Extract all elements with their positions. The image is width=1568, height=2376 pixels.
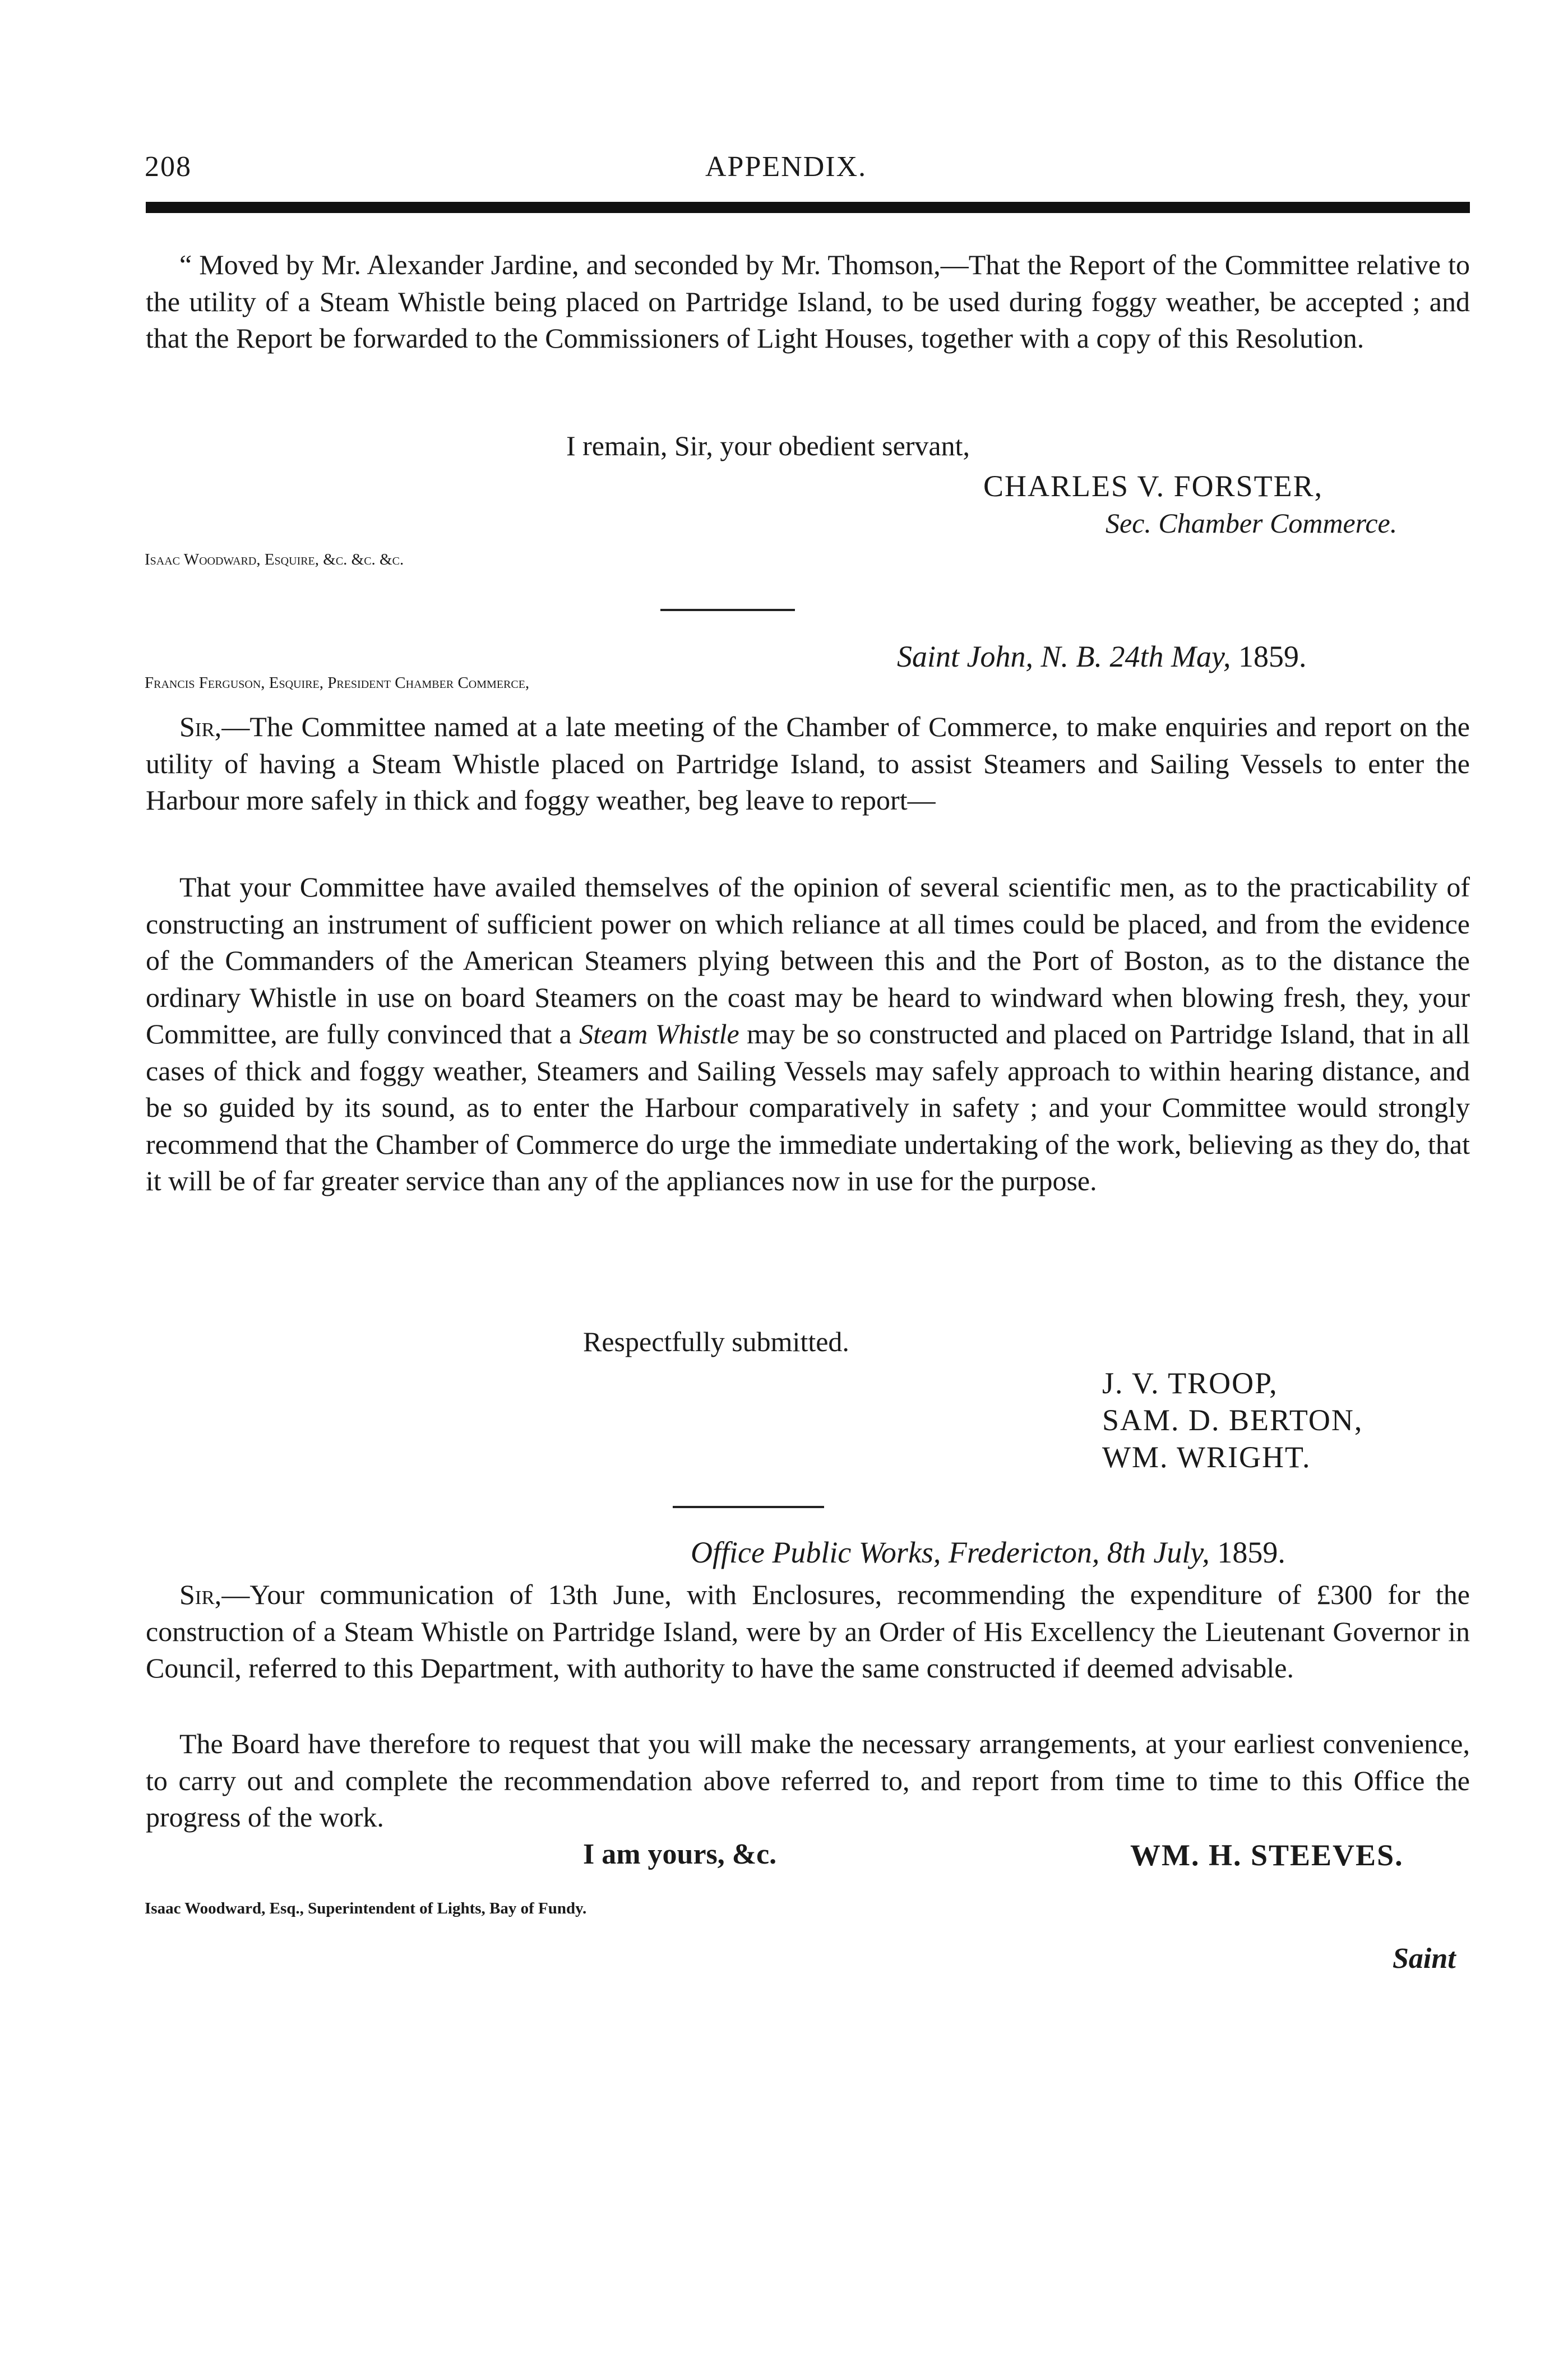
findings-paragraph <box>146 869 1470 1200</box>
committee-paragraph <box>146 709 1470 819</box>
dateline <box>691 1535 1285 1570</box>
paragraph-text: That your Committee have availed themselves of the opinion of several scientific men, as to the practicability of constructing an instrument of sufficient power on which reliance at all times could be placed, and from the evidence of the Commanders of the American Steamers plying between this and the Port of Boston, as to the distance the ordinary Whistle in use on board Steamers on the coast may be heard to windward when blowing fresh, they, your Committee, are fully convinced that a <box>146 871 1470 1050</box>
signer-name: SAM. D. BERTON, <box>1102 1403 1363 1437</box>
addressee-line: Francis Ferguson, Esquire, President Chamber Commerce, <box>145 674 530 692</box>
paragraph-text: —Your communication of 13th June, with Enclosures, recommending the expenditure of £300 for the construction of a Steam Whistle on Partridge Island, were by an Order of His Excellency the Lieutenant Governor in Council, referred to this Department, with authority to have the same constructed if deemed advisable. <box>146 1579 1470 1684</box>
addressee-line: Isaac Woodward, Esq., Superintendent of Lights, Bay of Fundy. <box>145 1899 587 1917</box>
salutation: Sir, <box>179 711 222 742</box>
catchword: Saint <box>1393 1943 1456 1975</box>
salutation: Sir, <box>179 1579 222 1610</box>
section-divider <box>660 609 795 611</box>
dateline <box>897 639 1306 674</box>
dateline-year: 1859. <box>1238 640 1307 673</box>
signer-name: WM. WRIGHT. <box>1102 1440 1311 1474</box>
addressee-line: Isaac Woodward, Esquire, &c. &c. &c. <box>145 551 404 568</box>
motion-text: “ Moved by Mr. Alexander Jardine, and seconded by Mr. Thomson,—That the Report of the Committee relative to the utility of a Steam Whistle being placed on Partridge Island, to be used during foggy weather, be accepted ; and that the Report be forwarded to the Commissioners of Light Houses, together with a copy of this Resolution. <box>146 249 1470 354</box>
signer-title: Sec. Chamber Commerce. <box>1106 507 1398 539</box>
closing-line: I remain, Sir, your obedient servant, <box>566 430 970 461</box>
signer-name: J. V. TROOP, <box>1102 1366 1278 1400</box>
closing-line: Respectfully submitted. <box>583 1326 849 1357</box>
page-number: 208 <box>145 151 192 183</box>
communication-paragraph <box>146 1577 1470 1687</box>
paragraph-text: may be so constructed and placed on Partridge Island, that in all cases of thick and foggy weather, Steamers and Sailing Vessels may safely approach to within hearing distance, and be so guided by its sound, as to enter the Harbour comparatively in safety ; and your Committee would strongly recommend that the Chamber of Commerce do urge the immediate undertaking of the work, believing as they do, that it will be of far greater service than any of the appliances now in use for the purpose. <box>146 1018 1470 1196</box>
dateline-year: 1859. <box>1217 1536 1285 1569</box>
signer-name: WM. H. STEEVES. <box>1130 1838 1404 1872</box>
running-title: APPENDIX. <box>705 151 867 183</box>
section-divider <box>673 1506 824 1508</box>
closing-line: I am yours, &c. <box>583 1838 777 1870</box>
signer-name: CHARLES V. FORSTER, <box>983 469 1324 503</box>
header-rule <box>146 202 1470 213</box>
dateline-place: Saint John, N. B. 24th May, <box>897 640 1231 673</box>
request-paragraph: The Board have therefore to request that you will make the necessary arrangements, at your earliest convenience, to carry out and complete the recommendation above referred to, and report from time to time to this Office the progress of the work. <box>146 1728 1470 1833</box>
paragraph-text: —The Committee named at a late meeting of the Chamber of Commerce, to make enquiries and report on the utility of having a Steam Whistle placed on Partridge Island, to assist Steamers and Sailing Vessels to enter the Harbour more safely in thick and foggy weather, beg leave to report— <box>146 711 1470 816</box>
italic-term: Steam Whistle <box>579 1018 739 1050</box>
dateline-place: Office Public Works, Fredericton, 8th July, <box>691 1536 1210 1569</box>
